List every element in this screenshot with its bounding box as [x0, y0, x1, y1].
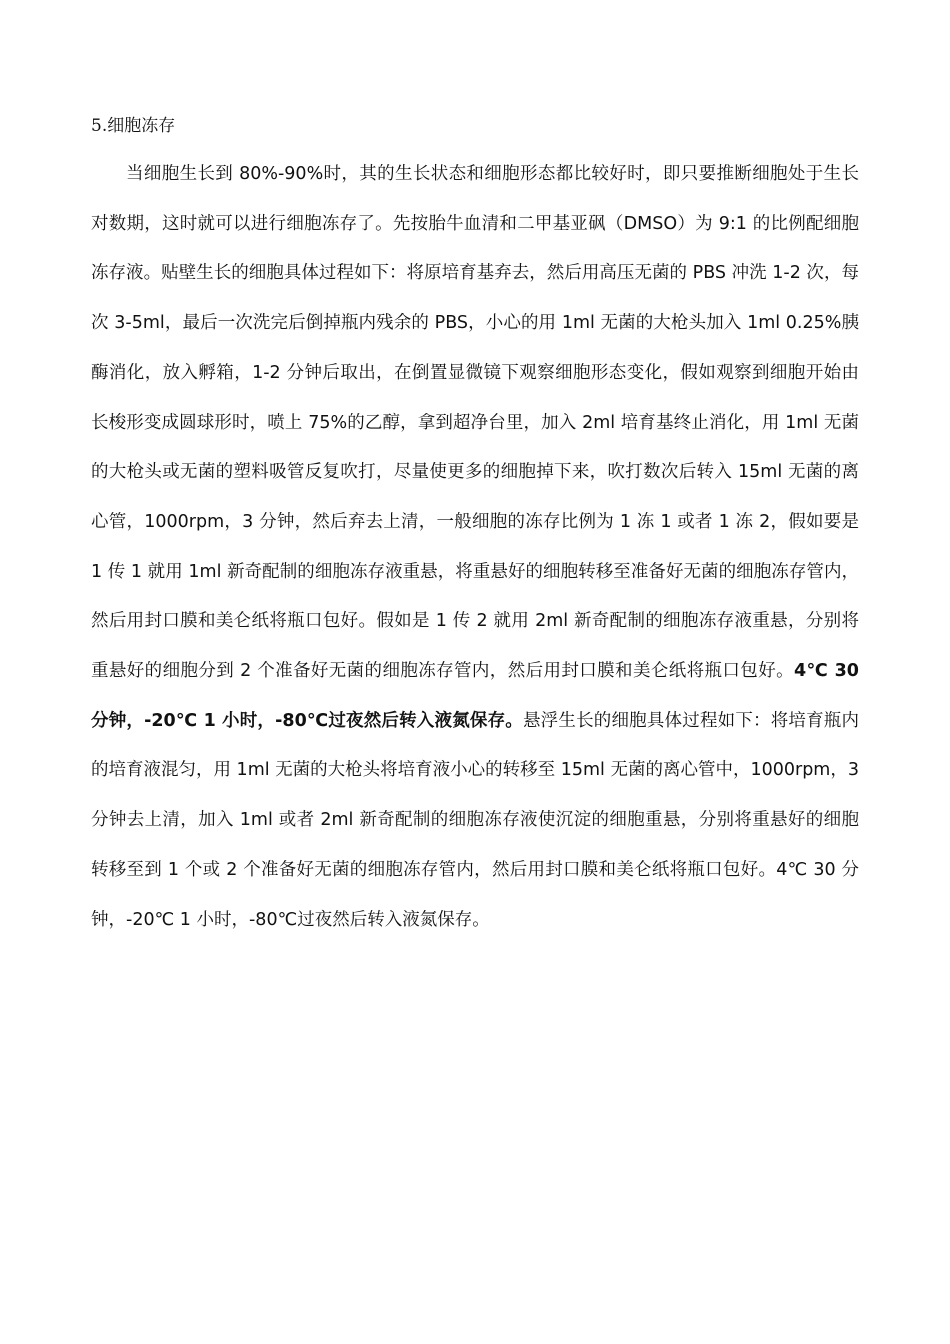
paragraph-text-part1: 当细胞生长到 80%-90%时，其的生长状态和细胞形态都比较好时，即只要推断细胞处于生长对数期，这时就可以进行细胞冻存了。先按胎牛血清和二甲基亚砜（DMSO）为 9:1 的比例配细胞冻存液。贴壁生长的细胞具体过程如下：将原培育基弃去，然后用高压无菌的 PBS 冲洗 1-2 次，每次 3-5ml，最后一次洗完后倒掉瓶内残余的 PBS，小心的用 1ml 无菌的大枪头加入 1ml 0.25%胰酶消化，放入孵箱，1-2 分钟后取出，在倒置显微镜下观察细胞形态变化，假如观察到细胞开始由长梭形变成圆球形时，喷上 75%的乙醇，拿到超净台里，加入 2ml 培育基终止消化，用 1ml 无菌的大枪头或无菌的塑料吸管反复吹打，尽量使更多的细胞掉下来，吹打数次后转入 15ml 无菌的离心管，1000rpm，3 分钟，然后弃去上清，一般细胞的冻存比例为 1 冻 1 或者 1 冻 2，假如要是 1 传 1 就用 1ml 新奇配制的细胞冻存液重悬，将重悬好的细胞转移至准备好无菌的细胞冻存管内，然后用封口膜和美仑纸将瓶口包好。假如是 1 传 2 就用 2ml 新奇配制的细胞冻存液重悬，分别将重悬好的细胞分到 2 个准备好无菌的细胞冻存管内，然后用封口膜和美仑纸将瓶口包好。: [91, 164, 859, 682]
section-paragraph: [91, 150, 859, 945]
paragraph-text-part3: 悬浮生长的细胞具体过程如下：将培育瓶内的培育液混匀，用 1ml 无菌的大枪头将培育液小心的转移至 15ml 无菌的离心管中，1000rpm，3 分钟去上清，加入 1ml 或者 2ml 新奇配制的细胞冻存液使沉淀的细胞重悬，分别将重悬好的细胞转移至到 1 个或 2 个准备好无菌的细胞冻存管内，然后用封口膜和美仑纸将瓶口包好。4℃ 30 分钟，-20℃ 1 小时，-80℃过夜然后转入液氮保存。: [91, 710, 860, 930]
paragraph-text-bold: 4℃ 30 分钟，-20℃ 1 小时，-80℃过夜然后转入液氮保存。: [91, 661, 859, 731]
section-heading: 5.细胞冻存: [91, 116, 176, 136]
